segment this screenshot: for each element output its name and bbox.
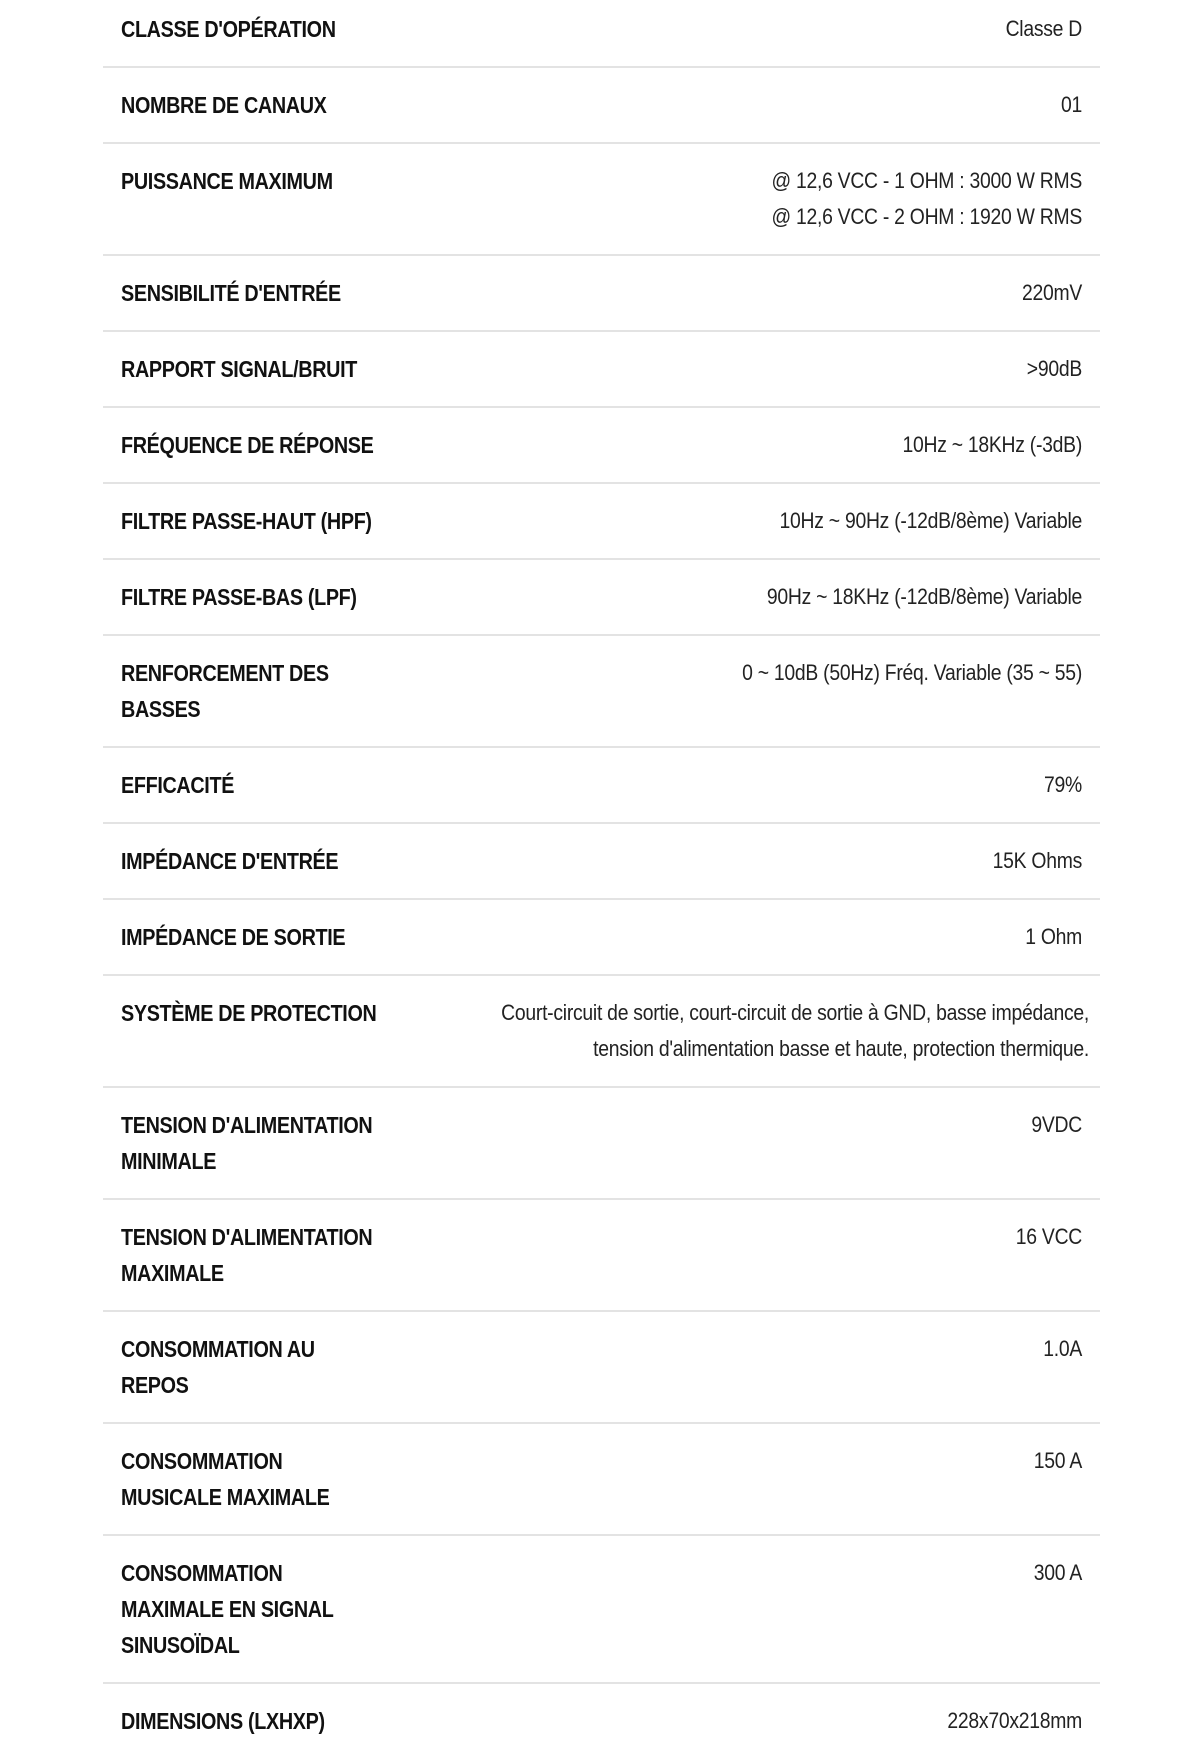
spec-value-line: 220mV: [1021, 280, 1082, 305]
spec-label: CONSOMMATION MUSICALE MAXIMALE: [121, 1448, 330, 1510]
spec-value: [500, 655, 1082, 691]
spec-value-line: 16 VCC: [1015, 1224, 1082, 1249]
spec-row: [103, 144, 1100, 256]
spec-label: FRÉQUENCE DE RÉPONSE: [121, 432, 374, 458]
spec-value: [500, 1703, 1082, 1739]
spec-row: [103, 1312, 1100, 1424]
spec-row: [103, 1536, 1100, 1684]
spec-label: SENSIBILITÉ D'ENTRÉE: [121, 280, 341, 306]
spec-value: [500, 11, 1082, 47]
spec-row: [103, 900, 1100, 976]
spec-value: [501, 995, 1089, 1067]
spec-row: [103, 636, 1100, 748]
spec-value-line: 90Hz ~ 18KHz (-12dB/8ème) Variable: [766, 584, 1082, 609]
spec-label: FILTRE PASSE-BAS (LPF): [121, 584, 357, 610]
spec-row: [103, 1684, 1100, 1758]
spec-value: [500, 919, 1082, 955]
spec-label: CLASSE D'OPÉRATION: [121, 16, 336, 42]
spec-value: [500, 1107, 1082, 1143]
spec-row: [103, 484, 1100, 560]
spec-row: [103, 256, 1100, 332]
spec-value-line: 10Hz ~ 90Hz (-12dB/8ème) Variable: [779, 508, 1082, 533]
spec-value-line: 1 Ohm: [1025, 924, 1082, 949]
spec-label: TENSION D'ALIMENTATION MAXIMALE: [121, 1224, 373, 1286]
spec-label: EFFICACITÉ: [121, 772, 235, 798]
spec-row: [103, 1088, 1100, 1200]
spec-value-line: 300 A: [1033, 1560, 1082, 1585]
spec-row: [103, 824, 1100, 900]
spec-value: [500, 1331, 1082, 1367]
spec-value: [500, 767, 1082, 803]
spec-value: [500, 427, 1082, 463]
spec-value-line: Classe D: [1005, 16, 1082, 41]
spec-row: [103, 0, 1100, 68]
spec-value: [500, 1555, 1082, 1591]
spec-value: [500, 275, 1082, 311]
spec-label: IMPÉDANCE D'ENTRÉE: [121, 848, 339, 874]
spec-value: [500, 503, 1082, 539]
spec-row: [103, 1424, 1100, 1536]
spec-value-line: tension d'alimentation basse et haute, protection thermique.: [593, 1036, 1089, 1061]
spec-table: [103, 0, 1100, 1758]
spec-value: [500, 163, 1082, 235]
spec-label: FILTRE PASSE-HAUT (HPF): [121, 508, 372, 534]
spec-row: [103, 68, 1100, 144]
spec-label: TENSION D'ALIMENTATION MINIMALE: [121, 1112, 373, 1174]
spec-value-line: 1.0A: [1043, 1336, 1082, 1361]
spec-value: [500, 843, 1082, 879]
spec-value-line: 0 ~ 10dB (50Hz) Fréq. Variable (35 ~ 55): [742, 660, 1082, 685]
spec-label: CONSOMMATION MAXIMALE EN SIGNAL SINUSOÏDAL: [121, 1560, 334, 1658]
spec-value-line: 79%: [1044, 772, 1082, 797]
spec-value-line: Court-circuit de sortie, court-circuit de sortie à GND, basse impédance,: [501, 1000, 1089, 1025]
spec-value: [500, 87, 1082, 123]
spec-label: DIMENSIONS (LXHXP): [121, 1708, 325, 1734]
spec-label: IMPÉDANCE DE SORTIE: [121, 924, 346, 950]
spec-value-line: 15K Ohms: [992, 848, 1082, 873]
spec-row: [103, 748, 1100, 824]
spec-label: CONSOMMATION AU REPOS: [121, 1336, 315, 1398]
spec-row: [103, 976, 1100, 1088]
spec-row: [103, 332, 1100, 408]
spec-label: SYSTÈME DE PROTECTION: [121, 1000, 377, 1026]
spec-value-line: 228x70x218mm: [947, 1708, 1082, 1733]
spec-value-line: @ 12,6 VCC - 1 OHM : 3000 W RMS: [771, 168, 1082, 193]
spec-row: [103, 408, 1100, 484]
spec-value: [500, 1443, 1082, 1479]
spec-value: [500, 351, 1082, 387]
spec-label: RENFORCEMENT DES BASSES: [121, 660, 329, 722]
spec-label: RAPPORT SIGNAL/BRUIT: [121, 356, 357, 382]
spec-label: PUISSANCE MAXIMUM: [121, 168, 333, 194]
spec-row: [103, 560, 1100, 636]
spec-value-line: 01: [1060, 92, 1082, 117]
spec-value: [500, 1219, 1082, 1255]
spec-label: NOMBRE DE CANAUX: [121, 92, 327, 118]
spec-row: [103, 1200, 1100, 1312]
spec-value-line: 10Hz ~ 18KHz (-3dB): [902, 432, 1082, 457]
spec-value: [500, 579, 1082, 615]
spec-value-line: 9VDC: [1031, 1112, 1082, 1137]
spec-value-line: @ 12,6 VCC - 2 OHM : 1920 W RMS: [771, 204, 1082, 229]
spec-value-line: 150 A: [1033, 1448, 1082, 1473]
spec-value-line: >90dB: [1026, 356, 1082, 381]
